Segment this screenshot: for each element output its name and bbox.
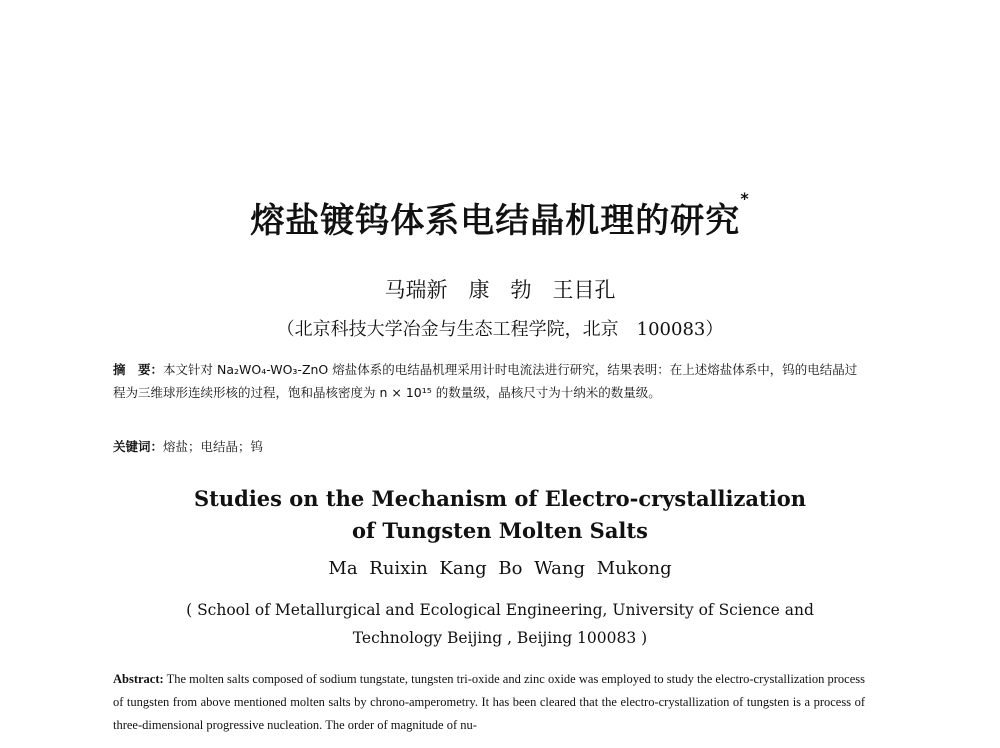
abstract-en-label: Abstract:	[113, 672, 164, 686]
paper-title-cn	[0, 189, 1000, 242]
abstract-cn-text: 本文针对 Na₂WO₄-WO₃-ZnO 熔盐体系的电结晶机理采用计时电流法进行研究，结果表明：在上述熔盐体系中，钨的电结晶过程为三维球形连续形核的过程，饱和晶核密度为 n × 10¹⁵ 的数量级，晶核尺寸为十纳米的数量级。	[113, 362, 858, 400]
authors-cn: 马瑞新 康 勃 王目孔	[384, 278, 616, 302]
abstract-en-text: The molten salts composed of sodium tungstate, tungsten tri-oxide and zinc oxide was employed to study the electro-crystallization process of tungsten from above mentioned molten salts by chrono-amperometry. It has been cleared that the electro-crystallization of tungsten is a process of three-dimensional progressive nucleation. The order of magnitude of nu-	[113, 672, 865, 732]
abstract-cn-label: 摘 要：	[113, 362, 164, 377]
authors-en: Ma Ruixin Kang Bo Wang Mukong	[328, 558, 672, 579]
affiliation-en-line1: ( School of Metallurgical and Ecological Engineering, University of Science and	[186, 601, 814, 619]
keywords-cn-label: 关键词：	[113, 439, 164, 454]
keywords-cn-text: 熔盐；电结晶；钨	[163, 439, 264, 454]
abstract-cn	[113, 358, 865, 404]
keywords-cn	[113, 435, 865, 458]
paper-title-cn-text: 熔盐镀钨体系电结晶机理的研究	[250, 201, 741, 241]
affiliation-cn: （北京科技大学冶金与生态工程学院，北京 100083）	[276, 319, 724, 340]
paper-title-en-line2: of Tungsten Molten Salts	[352, 518, 648, 543]
paper-title-en-line1: Studies on the Mechanism of Electro-crystallization	[194, 486, 806, 511]
affiliation-en-line2: Technology Beijing , Beijing 100083 )	[352, 629, 648, 647]
footnote-mark: *	[740, 189, 750, 208]
paper-title-en	[0, 483, 1000, 547]
abstract-en	[113, 668, 865, 737]
affiliation-en	[0, 596, 1000, 652]
